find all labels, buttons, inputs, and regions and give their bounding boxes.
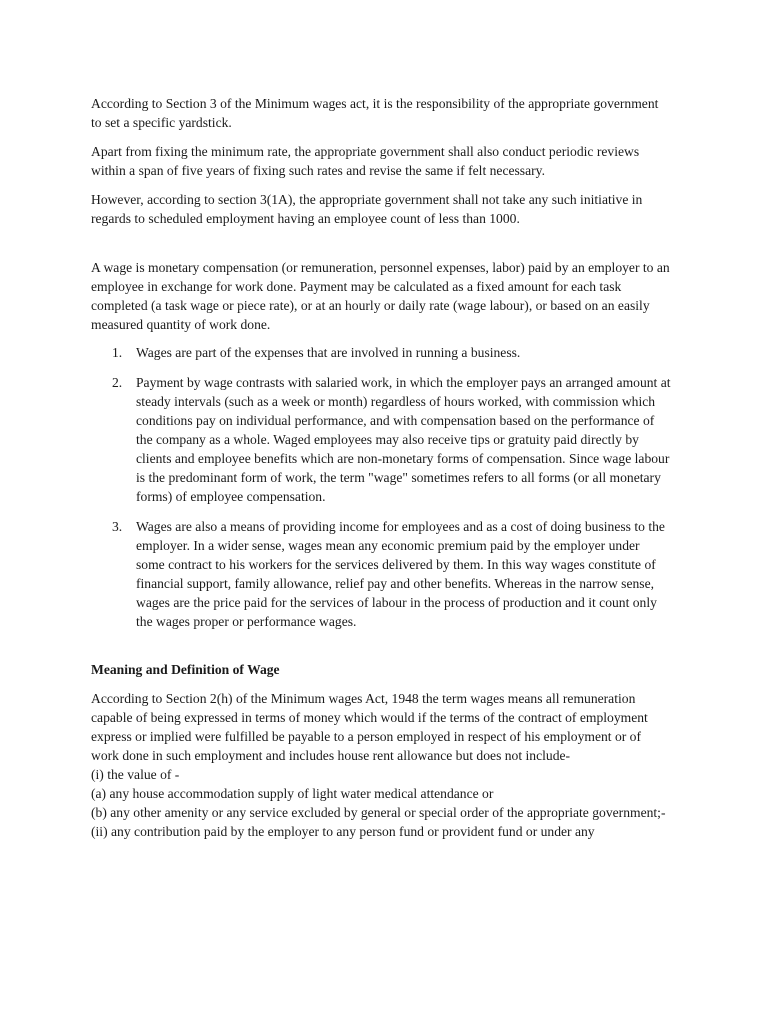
list-item-text: Wages are part of the expenses that are involved in running a business.: [136, 345, 521, 360]
paragraph-section-3-1a: However, according to section 3(1A), the appropriate government shall not take any such initiative in regards to scheduled employment having an employee count of less than 1000.: [91, 192, 643, 226]
list-item-text: Payment by wage contrasts with salaried work, in which the employer pays an arranged amount at steady intervals (such as a week or month) regardless of hours worked, with commission which conditions pay on individual performance, and with compensation based on the performance of the company as a whole. Waged employees may also receive tips or gratuity paid directly by clients and employee benefits which are non-monetary forms of compensation. Since wage labour is the predominant form of work, the term "wage" sometimes refers to all forms (or all monetary forms) of employee compensation.: [136, 375, 671, 504]
exclusion-line: (b) any other amenity or any service excluded by general or special order of the appropriate government;-: [91, 805, 666, 820]
list-item-number: 1.: [112, 345, 123, 360]
paragraph-section-3: According to Section 3 of the Minimum wages act, it is the responsibility of the appropriate government to set a specific yardstick.: [91, 96, 659, 130]
list-item: [91, 373, 671, 506]
list-item-number: 3.: [112, 519, 123, 534]
paragraph-periodic-reviews: Apart from fixing the minimum rate, the appropriate government shall also conduct periodic reviews within a span of five years of fixing such rates and revise the same if felt necessary.: [91, 144, 640, 178]
exclusion-line: (a) any house accommodation supply of light water medical attendance or: [91, 786, 494, 801]
exclusion-line: (ii) any contribution paid by the employer to any person fund or provident fund or under any: [91, 824, 595, 839]
document-page: [91, 94, 671, 841]
section-heading: Meaning and Definition of Wage: [91, 662, 280, 677]
list-item: [91, 343, 671, 362]
list-item-text: Wages are also a means of providing income for employees and as a cost of doing business to the employer. In a wider sense, wages mean any economic premium paid by the employer under some contract to his workers for the services delivered by them. In this way wages constitute of financial support, family allowance, relief pay and other benefits. Whereas in the narrow sense, wages are the price paid for the services of labour in the process of production and it count only the wages proper or performance wages.: [136, 519, 665, 629]
list-item: [91, 517, 671, 631]
paragraph-section-2h: According to Section 2(h) of the Minimum wages Act, 1948 the term wages means all remuneration capable of being expressed in terms of money which would if the terms of the contract of employment express or implied were fulfilled be payable to a person employed in respect of his employment or of work done in such employment and includes house rent allowance but does not include-: [91, 691, 648, 763]
paragraph-wage-definition: A wage is monetary compensation (or remuneration, personnel expenses, labor) paid by an employer to an employee in exchange for work done. Payment may be calculated as a fixed amount for each task completed (a task wage or piece rate), or at an hourly or daily rate (wage labour), or based on an easily measured quantity of work done.: [91, 260, 670, 332]
wage-points-list: [91, 343, 671, 631]
list-item-number: 2.: [112, 375, 123, 390]
exclusion-line: (i) the value of -: [91, 767, 180, 782]
